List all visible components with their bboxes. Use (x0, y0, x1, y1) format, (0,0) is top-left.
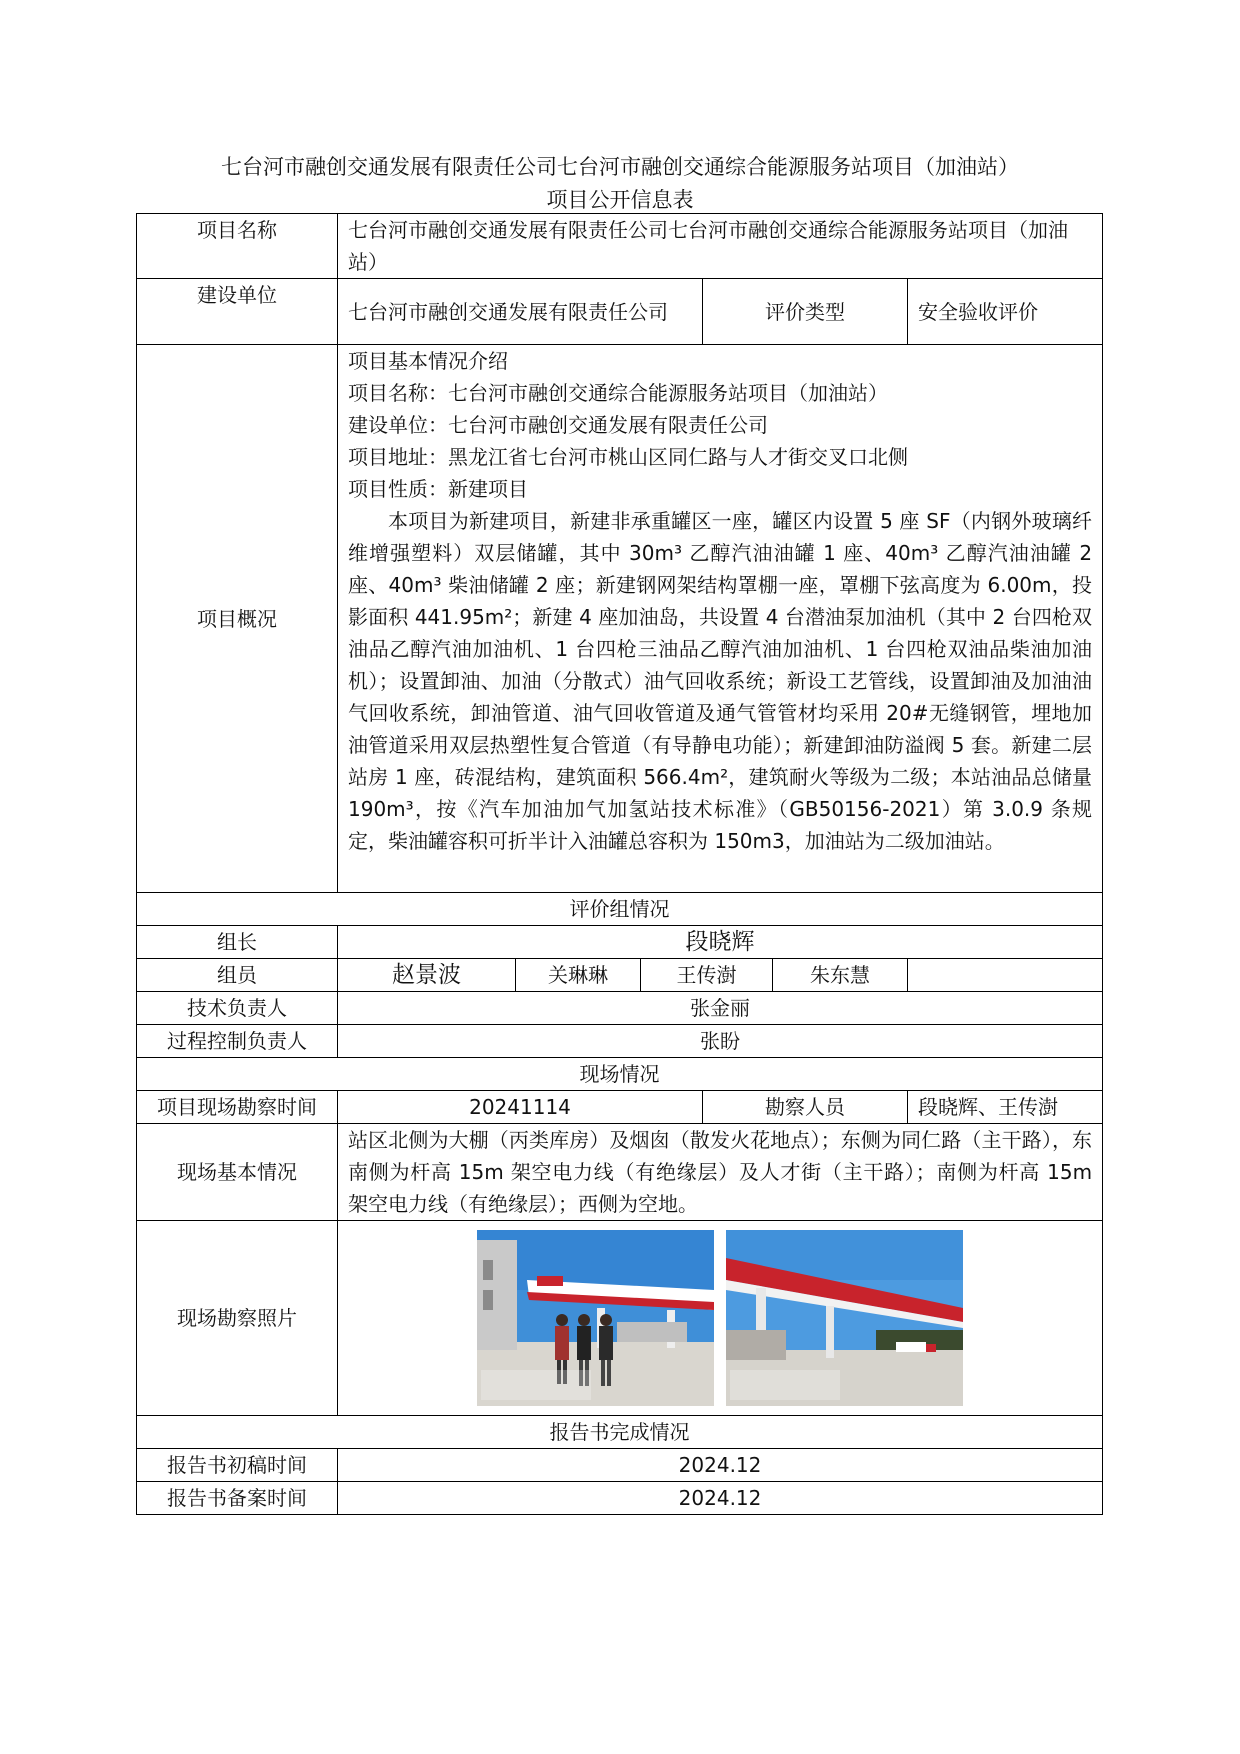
document-title: 七台河市融创交通发展有限责任公司七台河市融创交通综合能源服务站项目（加油站） (221, 155, 1019, 179)
surveyors-value: 段晓辉、王传澍 (908, 1091, 1103, 1124)
member-2: 关琳琳 (516, 959, 641, 992)
site-photo-1 (477, 1230, 714, 1406)
info-table (136, 213, 1103, 1515)
members-label: 组员 (137, 959, 338, 992)
eval-type-label: 评价类型 (703, 279, 908, 345)
row-survey-time (137, 1091, 1103, 1124)
row-site-section (137, 1058, 1103, 1091)
draft-label: 报告书初稿时间 (137, 1449, 338, 1482)
overview-name-line: 项目名称：七台河市融创交通综合能源服务站项目（加油站） (348, 381, 888, 405)
row-report-section (137, 1416, 1103, 1449)
row-builder (137, 279, 1103, 345)
row-site-basic (137, 1124, 1103, 1221)
member-3: 王传澍 (641, 959, 773, 992)
overview-address-line: 项目地址：黑龙江省七台河市桃山区同仁路与人才街交叉口北侧 (348, 445, 908, 469)
row-overview (137, 345, 1103, 893)
row-filing (137, 1482, 1103, 1515)
site-basic-value: 站区北侧为大棚（丙类库房）及烟囱（散发火花地点）；东侧为同仁路（主干路），东南侧为杆高 15m 架空电力线（有绝缘层）及人才街（主干路）；南侧为杆高 15m 架空电力线（有绝缘层）；西侧为空地。 (338, 1124, 1103, 1221)
overview-description: 本项目为新建项目，新建非承重罐区一座，罐区内设置 5 座 SF（内钢外玻璃纤维增强塑料）双层储罐，其中 30m³ 乙醇汽油油罐 1 座、40m³ 乙醇汽油油罐 2 座、40m³ 柴油储罐 2 座；新建钢网架结构罩棚一座，罩棚下弦高度为 6.00m，投影面积 441.95m²；新建 4 座加油岛，共设置 4 台潜油泵加油机（其中 2 台四枪双油品乙醇汽油加油机、1 台四枪三油品乙醇汽油加油机、1 台四枪双油品柴油加油机）；设置卸油、加油（分散式）油气回收系统；新设工艺管线，设置卸油及加油油气回收系统，卸油管道、油气回收管道及通气管管材均采用 20#无缝钢管，埋地加油管道采用双层热塑性复合管道（有导静电功能）；新建卸油防溢阀 5 套。新建二层站房 1 座，砖混结构，建筑面积 566.4m²，建筑耐火等级为二级；本站油品总储量 190m³，按《汽车加油加气加氢站技术标准》（GB50156-2021）第 3.0.9 条规定，柴油罐容积可折半计入油罐总容积为 150m3，加油站为二级加油站。 (348, 509, 1093, 853)
member-5 (908, 959, 1103, 992)
site-photo-2 (726, 1230, 963, 1406)
row-draft (137, 1449, 1103, 1482)
row-site-photos (137, 1221, 1103, 1416)
survey-time-label: 项目现场勘察时间 (137, 1091, 338, 1124)
eval-type-value: 安全验收评价 (908, 279, 1103, 345)
team-section-title: 评价组情况 (137, 893, 1103, 926)
row-project-name (137, 214, 1103, 279)
member-4: 朱东慧 (773, 959, 908, 992)
tech-label: 技术负责人 (137, 992, 338, 1025)
tech-value: 张金丽 (338, 992, 1103, 1025)
survey-time-value: 20241114 (338, 1091, 703, 1124)
report-section-title: 报告书完成情况 (137, 1416, 1103, 1449)
overview-unit-line: 建设单位：七台河市融创交通发展有限责任公司 (348, 413, 768, 437)
builder-label: 建设单位 (137, 279, 338, 345)
site-section-title: 现场情况 (137, 1058, 1103, 1091)
row-process (137, 1025, 1103, 1058)
row-tech (137, 992, 1103, 1025)
leader-label: 组长 (137, 926, 338, 959)
member-1: 赵景波 (338, 959, 516, 992)
project-name-value: 七台河市融创交通发展有限责任公司七台河市融创交通综合能源服务站项目（加油站） (338, 214, 1103, 279)
site-basic-label: 现场基本情况 (137, 1124, 338, 1221)
builder-value: 七台河市融创交通发展有限责任公司 (338, 279, 703, 345)
document-subtitle: 项目公开信息表 (546, 188, 694, 212)
filing-value: 2024.12 (338, 1482, 1103, 1515)
surveyors-label: 勘察人员 (703, 1091, 908, 1124)
overview-nature-line: 项目性质：新建项目 (348, 477, 528, 501)
leader-value: 段晓辉 (338, 926, 1103, 959)
process-value: 张盼 (338, 1025, 1103, 1058)
overview-label: 项目概况 (137, 345, 338, 893)
site-photos-label: 现场勘察照片 (137, 1221, 338, 1416)
row-team-section (137, 893, 1103, 926)
filing-label: 报告书备案时间 (137, 1482, 338, 1515)
row-members (137, 959, 1103, 992)
row-leader (137, 926, 1103, 959)
overview-content (338, 345, 1103, 893)
site-photos-cell (338, 1221, 1103, 1416)
project-name-label: 项目名称 (137, 214, 338, 279)
draft-value: 2024.12 (338, 1449, 1103, 1482)
process-label: 过程控制负责人 (137, 1025, 338, 1058)
overview-heading: 项目基本情况介绍 (348, 349, 508, 373)
